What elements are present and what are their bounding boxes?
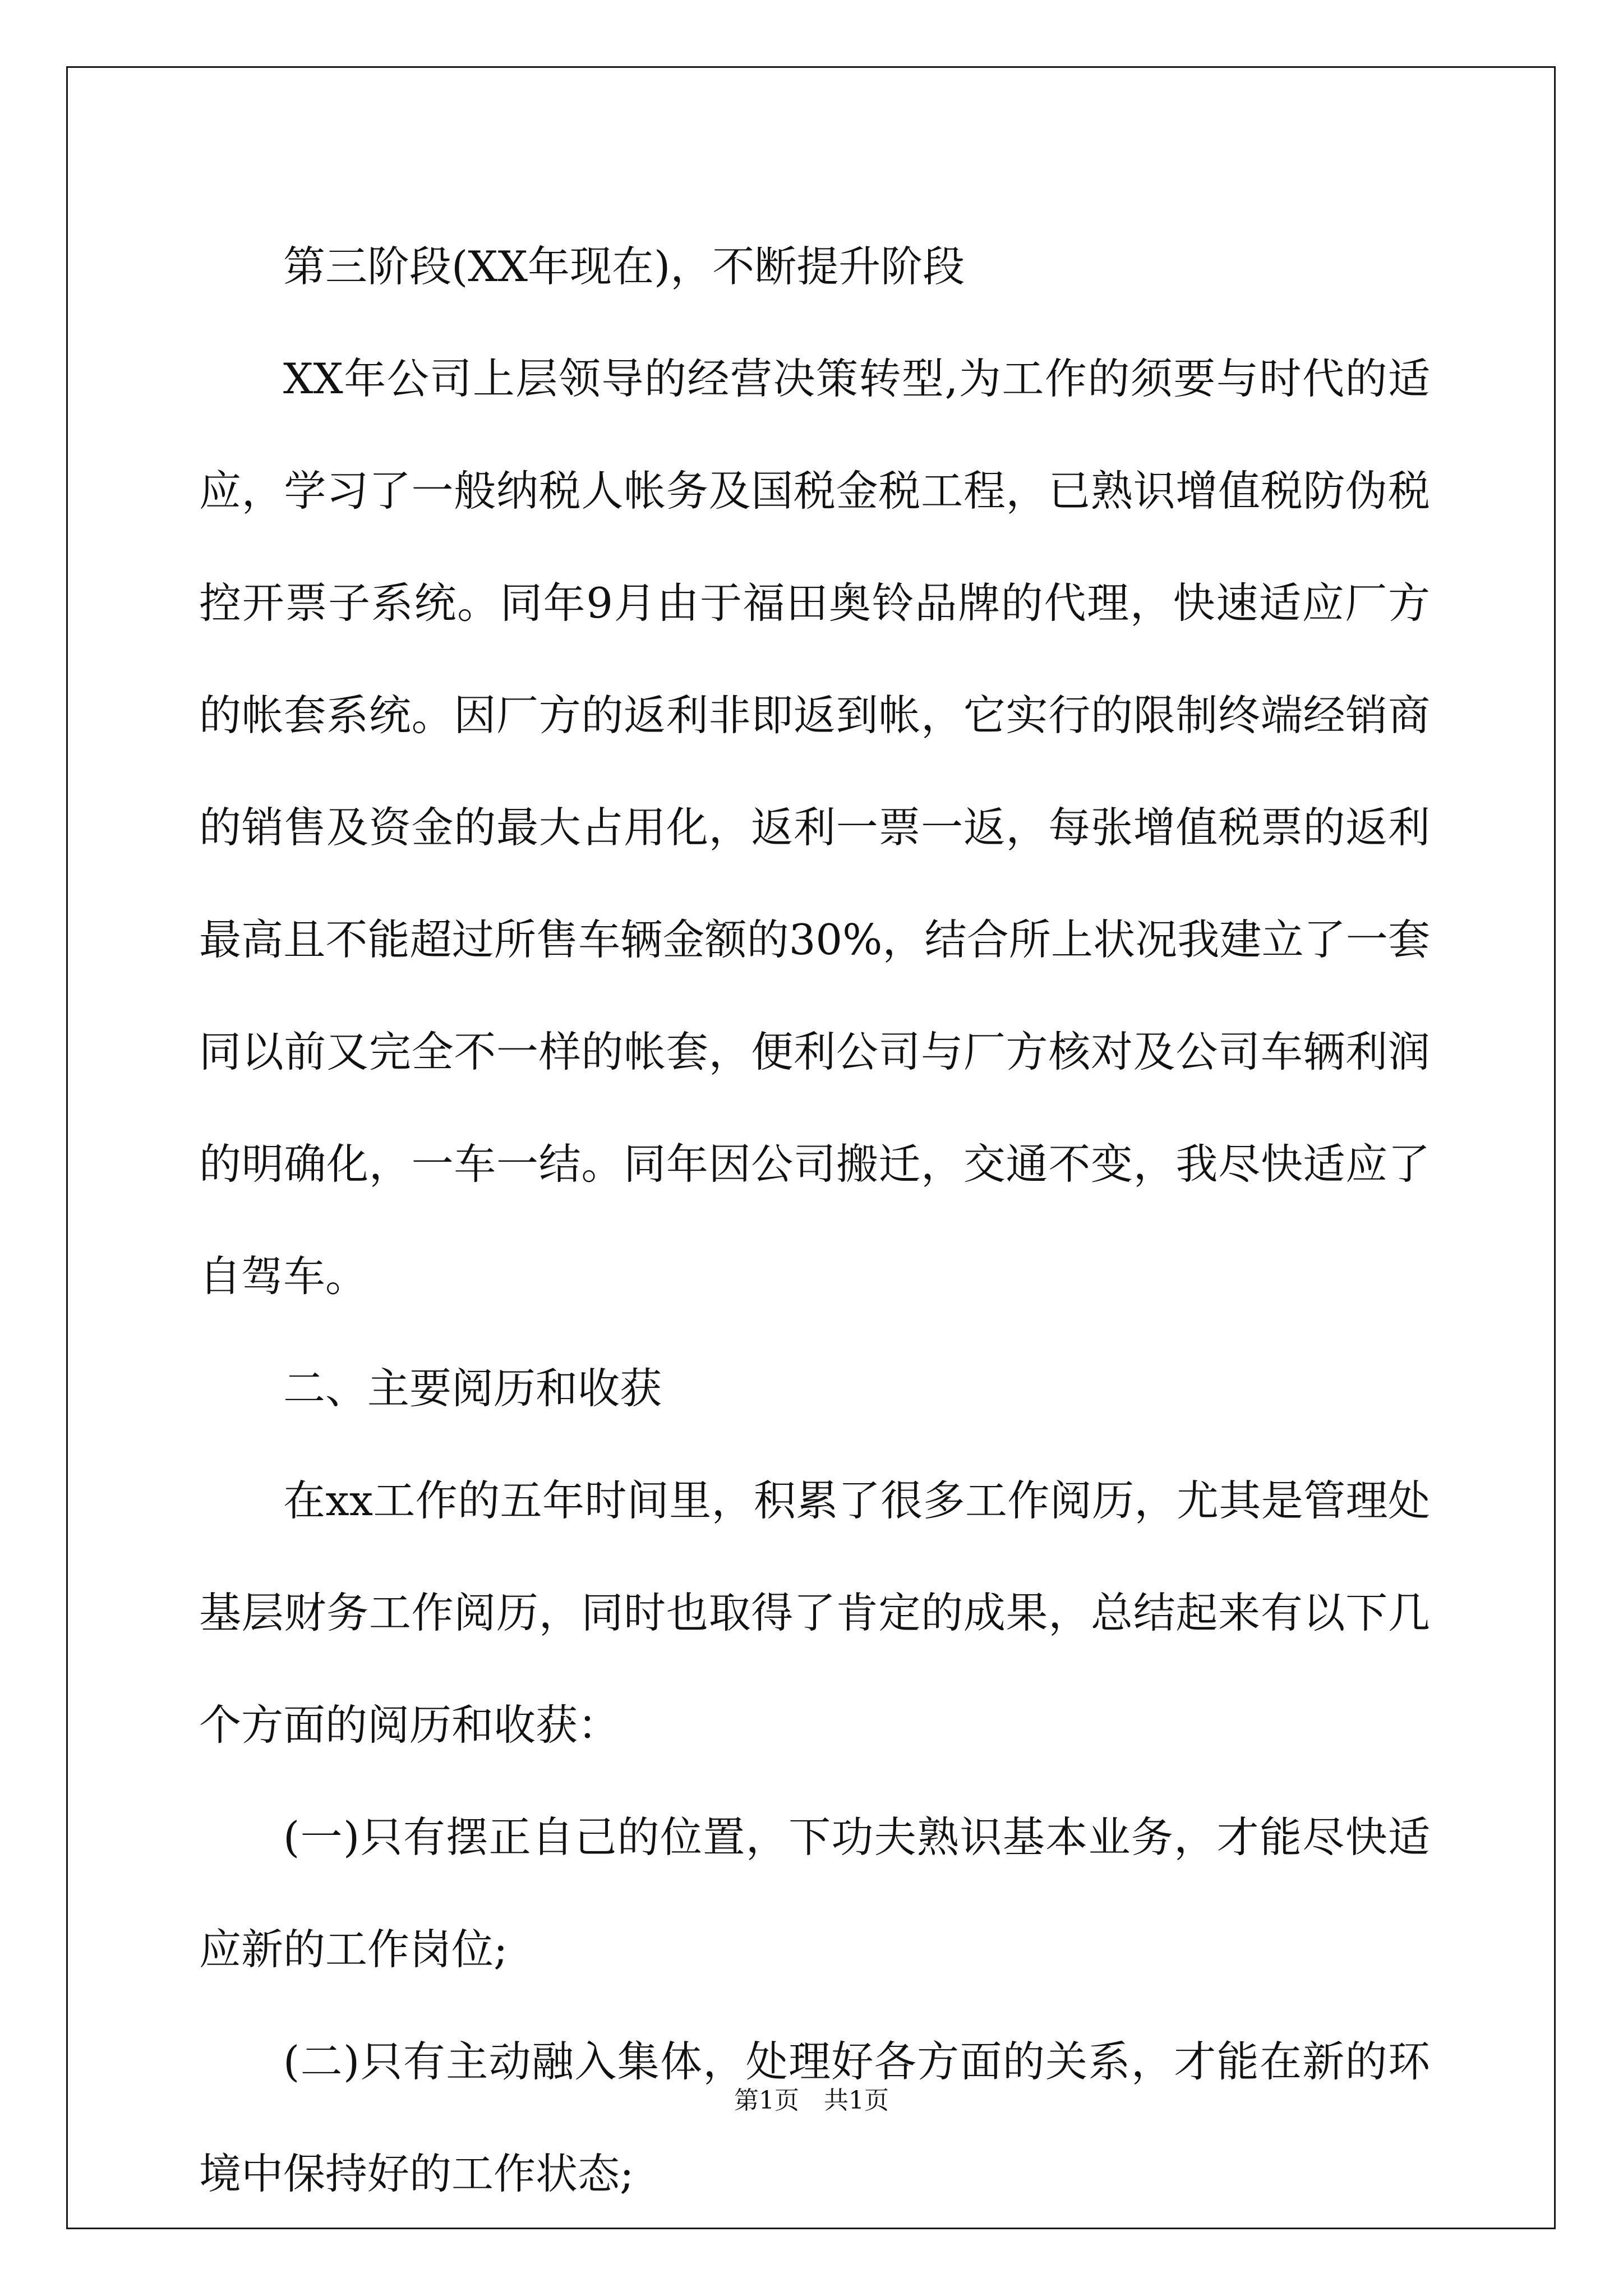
paragraph-point-two: (二)只有主动融入集体，处理好各方面的关系，才能在新的环境中保持好的工作状态; [199, 2037, 1430, 2198]
section-heading-experience: 二、主要阅历和收获 [283, 1364, 662, 1413]
document-body [199, 210, 1430, 2230]
paragraph-experience-intro: 在xx工作的五年时间里，积累了很多工作阅历，尤其是管理处基层财务工作阅历，同时也取得了肯定的成果，总结起来有以下几个方面的阅历和收获： [199, 1476, 1430, 1750]
page-number-footer: 第1页 共1页 [734, 2086, 889, 2115]
paragraph-stage-three-body: XX年公司上层领导的经营决策转型,为工作的须要与时代的适应，学习了一般纳税人帐务及国税金税工程，已熟识增值税防伪税控开票子系统。同年9月由于福田奥铃品牌的代理，快速适应厂方的帐套系统。因厂方的返利非即返到帐，它实行的限制终端经销商的销售及资金的最大占用化，返利一票一返，每张增值税票的返利最高且不能超过所售车辆金额的30%，结合所上状况我建立了一套同以前又完全不一样的帐套，便利公司与厂方核对及公司车辆利润的明确化，一车一结。同年因公司搬迁，交通不变，我尽快适应了自驾车。 [199, 354, 1430, 1301]
paragraph-stage-three-heading: 第三阶段(XX年现在)，不断提升阶段 [283, 242, 965, 291]
paragraph-point-one: (一)只有摆正自己的位置，下功夫熟识基本业务，才能尽快适应新的工作岗位; [199, 1812, 1430, 1974]
